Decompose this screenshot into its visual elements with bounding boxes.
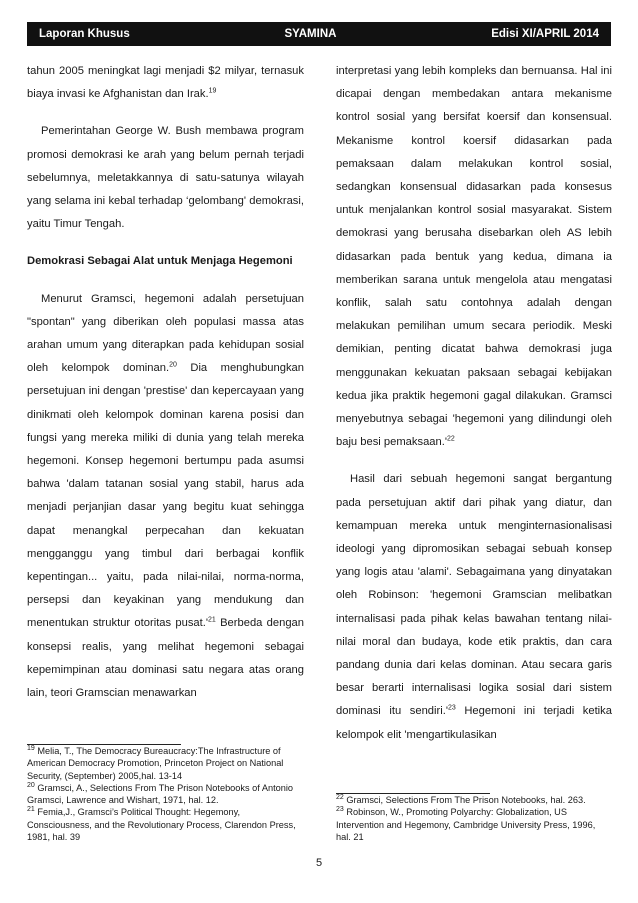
section-heading: Demokrasi Sebagai Alat untuk Menjaga Hegemoni — [27, 255, 293, 268]
paragraph: interpretasi yang lebih kompleks dan bernuansa. Hal ini dicapai dengan membedakan antara mekanisme kontrol sosial yang bersifat koersif dan konsensual. Mekanisme kontrol koersif didasarkan pada pemaksaan dalam melakukan kontrol sosial, sedangkan konsensual didasarkan pada konsesus untuk menjalankan kontrol sosial masyarakat. Sistem demokrasi yang berusaha disebarkan oleh AS lebih didasarkan pada bentuk yang kedua, dimana ia memberikan sarana untuk mengelola atau mengatasi konflik, salah satu contohnya adalah dengan melakukan pemilihan umum secara periodik. Meski demikian, penting dicatat bahwa demokrasi juga menggunakan kekuatan paksaan sebagai kebijakan kedua jika praktik hegemoni gagal dilakukan. Gramsci menyebutnya sebagai 'hegemoni yang dilindungi oleh baju besi $pemaksaan.'^{22}$ — [336, 65, 612, 449]
footnote-ref[interactable]: 22 — [446, 435, 455, 443]
paragraph: tahun 2005 meningkat lagi menjadi $2 milyar, ternasuk biaya invasi ke Afghanistan dan Irak.$^{19}$ — [27, 65, 304, 101]
paragraph: Menurut Gramsci, hegemoni adalah persetujuan "spontan" yang diberikan oleh populasi massa atas arahan umum yang diterapkan pada kehidupan sosial oleh kelompok dominan.$^{20}$ Dia menghubungkan persetujuan ini dengan 'prestise' dan kepercayaan yang dinikmati oleh kelompok dominan karena posisi dan fungsi yang mereka miliki di dunia yang telah mereka hegemoni. Konsep hegemoni bertumpu pada asumsi bahwa 'dalam tatanan sosial yang stabil, harus ada menjadi perjanjian dasar yang begitu kuat sehingga dapat menangkal perpecahan dan kekuatan mengganggu yang timbul dari berbagai konflik kepentingan... yaitu, pada nilai-nilai, norma-norma, persepsi dan keyakinan yang mendukung dan menentukan struktur otoritas $pusat.'^{21}$ Berbeda dengan konsepsi realis, yang melihat hegemoni sebagai kepemimpinan atau dominasi satu negara atas orang lain, teori Gramscian menawarkan — [27, 292, 304, 700]
footnote: $^{23}$ Robinson, W., Promoting Polyarchy: Globalization, US Intervention and Hegemony, Cambridge University Press, 1996, hal. 21 — [336, 806, 596, 842]
left-column — [27, 60, 304, 705]
footnotes-right — [336, 793, 612, 843]
footnote: $^{22}$ Gramsci, Selections From The Prison Notebooks, hal. 263. — [336, 793, 586, 805]
paragraph: Pemerintahan George W. Bush membawa program promosi demokrasi ke arah yang belum pernah terjadi sebelumnya, meletakkannya di satu-satunya wilayah yang selama ini kebal terhadap ‘gelombang' demokrasi, yaitu Timur Tengah. — [27, 125, 304, 231]
footnote: $^{20}$ Gramsci, A., Selections From The Prison Notebooks of Antonio Gramsci, Lawrence and Wishart, 1971, hal. 12. — [27, 781, 294, 806]
right-column — [336, 60, 612, 747]
paragraph: Hasil dari sebuah hegemoni sangat bergantung pada persetujuan aktif dari pihak yang diatur, dan kemampuan mereka untuk menginternasionalisasi ideologi yang dipromosikan sebagai sebuah konsep yang logis atau 'alami'. Sebagaimana yang dinyatakan oleh Robinson: 'hegemoni Gramscian melibatkan internalisasi pada pihak kelas bawahan tentang nilai-nilai moral dan budaya, kode etik praktis, dan cara pandang dunia dari kelas dominan. Atau secara garis besar berarti internalisasi logika sosial dari sistem dominasi itu $sendiri.'^{23}$ Hegemoni ini terjadi ketika kelompok elit 'mengartikulasikan — [336, 473, 612, 741]
footnote-ref[interactable]: 23 — [447, 704, 456, 712]
header-publication-title: SYAMINA — [284, 28, 337, 40]
footnote-ref[interactable]: 20 — [169, 361, 177, 369]
footnote-ref[interactable]: 21 — [208, 616, 216, 624]
header-section-label: Laporan Khusus — [39, 28, 130, 40]
footnotes-left — [27, 744, 304, 843]
page-header — [27, 22, 611, 46]
footnote: $^{19}$ Melia, T., The Democracy Bureaucracy:The Infrastructure of American Democracy Promotion, Princeton Project on National Security, (September) 2005,hal. 13-14 — [27, 744, 284, 781]
footnote-ref[interactable]: 19 — [208, 87, 217, 95]
page-number: 5 — [315, 857, 323, 869]
header-edition: Edisi XI/APRIL 2014 — [491, 28, 599, 40]
footnote: $^{21}$ Femia,J., Gramsci’s Political Thought: Hegemony, Consciousness, and the Revolutionary Process, Clarendon Press, 1981, hal. 39 — [27, 806, 296, 843]
